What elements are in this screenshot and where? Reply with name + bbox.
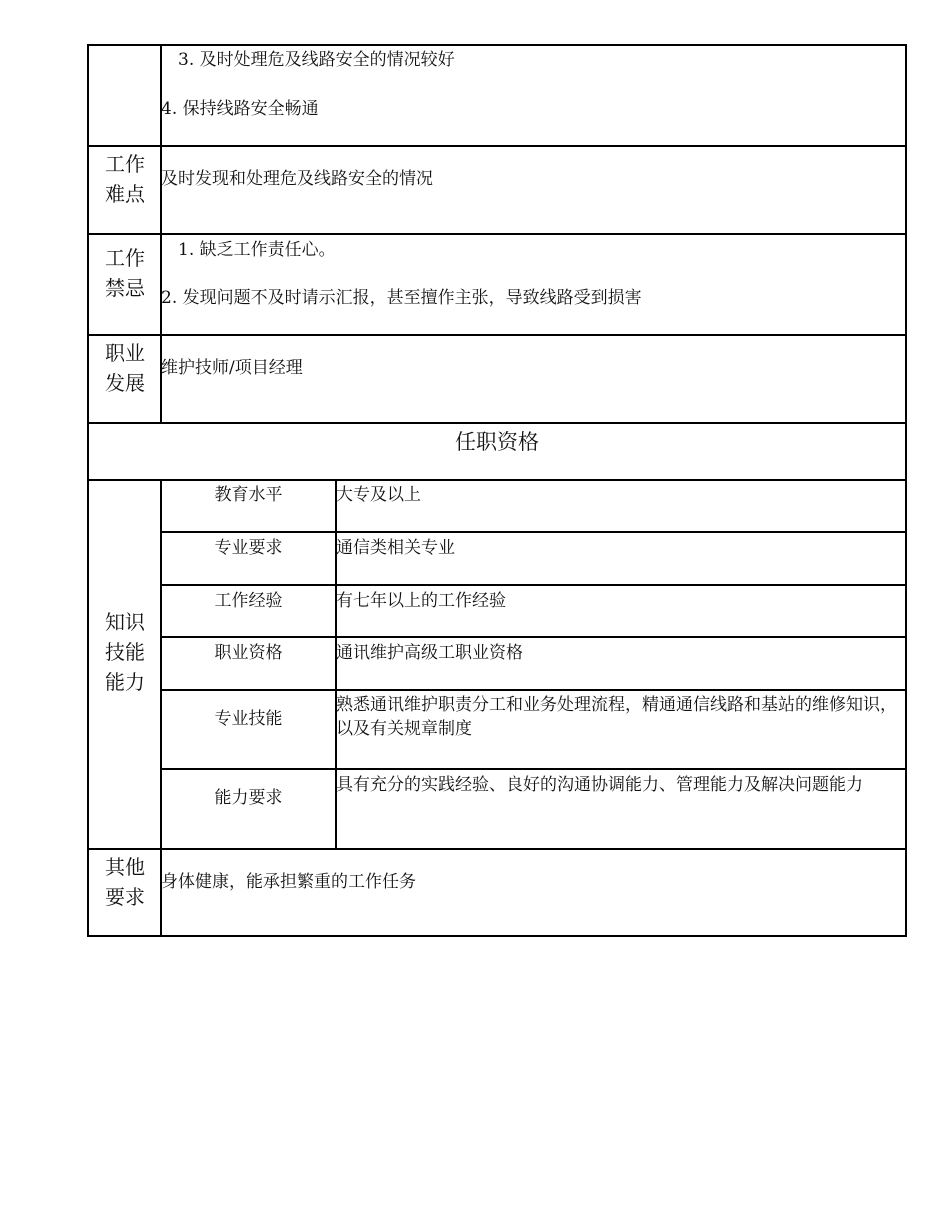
label-line: 能力 xyxy=(105,670,145,694)
requirement-name: 职业资格 xyxy=(214,643,283,663)
other-label xyxy=(89,852,161,912)
requirement-value: 通讯维护高级工职业资格 xyxy=(336,643,523,663)
label-line: 禁忌 xyxy=(105,276,145,300)
row-divider xyxy=(87,145,907,147)
label-line: 难点 xyxy=(105,182,145,206)
career-text: 维护技师/项目经理 xyxy=(161,358,303,378)
requirement-value: 熟悉通讯维护职责分工和业务处理流程，精通通信线路和基站的维修知识，以及有关规章制度 xyxy=(336,695,897,739)
label-line: 知识 xyxy=(105,610,145,634)
career-label xyxy=(89,338,161,398)
other-text: 身体健康，能承担繁重的工作任务 xyxy=(161,872,416,892)
subrow-divider xyxy=(160,636,907,638)
label-line: 要求 xyxy=(105,885,145,909)
taboo-item: 1. 缺乏工作责任心。 xyxy=(178,240,336,260)
label-line: 技能 xyxy=(105,640,145,664)
table-border-bottom xyxy=(87,935,907,937)
section-title: 任职资格 xyxy=(455,430,539,454)
subrow-divider xyxy=(160,531,907,533)
row-divider xyxy=(87,479,907,481)
requirement-name: 专业技能 xyxy=(214,709,283,729)
row-divider xyxy=(87,848,907,850)
row-divider xyxy=(87,233,907,235)
requirement-value: 通信类相关专业 xyxy=(336,538,455,558)
requirement-name: 专业要求 xyxy=(214,538,283,558)
requirement-name: 能力要求 xyxy=(214,788,283,808)
label-line: 工作 xyxy=(105,246,145,270)
requirement-value: 具有充分的实践经验、良好的沟通协调能力、管理能力及解决问题能力 xyxy=(336,775,863,795)
label-line: 工作 xyxy=(105,152,145,176)
taboo-label xyxy=(89,243,161,303)
requirement-name: 教育水平 xyxy=(214,485,283,505)
label-line: 职业 xyxy=(105,341,145,365)
label-line: 其他 xyxy=(105,855,145,879)
row-divider xyxy=(87,334,907,336)
requirement-value: 有七年以上的工作经验 xyxy=(336,591,506,611)
requirement-name: 工作经验 xyxy=(214,591,283,611)
table-border-right xyxy=(905,44,907,937)
taboo-item: 2. 发现问题不及时请示汇报，甚至擅作主张，导致线路受到损害 xyxy=(161,288,642,308)
subrow-divider xyxy=(160,584,907,586)
requirement-value: 大专及以上 xyxy=(336,485,421,505)
difficulty-label xyxy=(89,149,161,209)
duty-item: 4. 保持线路安全畅通 xyxy=(161,99,319,119)
row-divider xyxy=(87,422,907,424)
duty-item: 3. 及时处理危及线路安全的情况较好 xyxy=(178,50,455,70)
knowledge-label xyxy=(89,607,161,697)
difficulty-text: 及时发现和处理危及线路安全的情况 xyxy=(161,169,433,189)
label-line: 发展 xyxy=(105,371,145,395)
subrow-divider xyxy=(160,689,907,691)
table-border-top xyxy=(87,44,907,46)
subrow-divider xyxy=(160,768,907,770)
